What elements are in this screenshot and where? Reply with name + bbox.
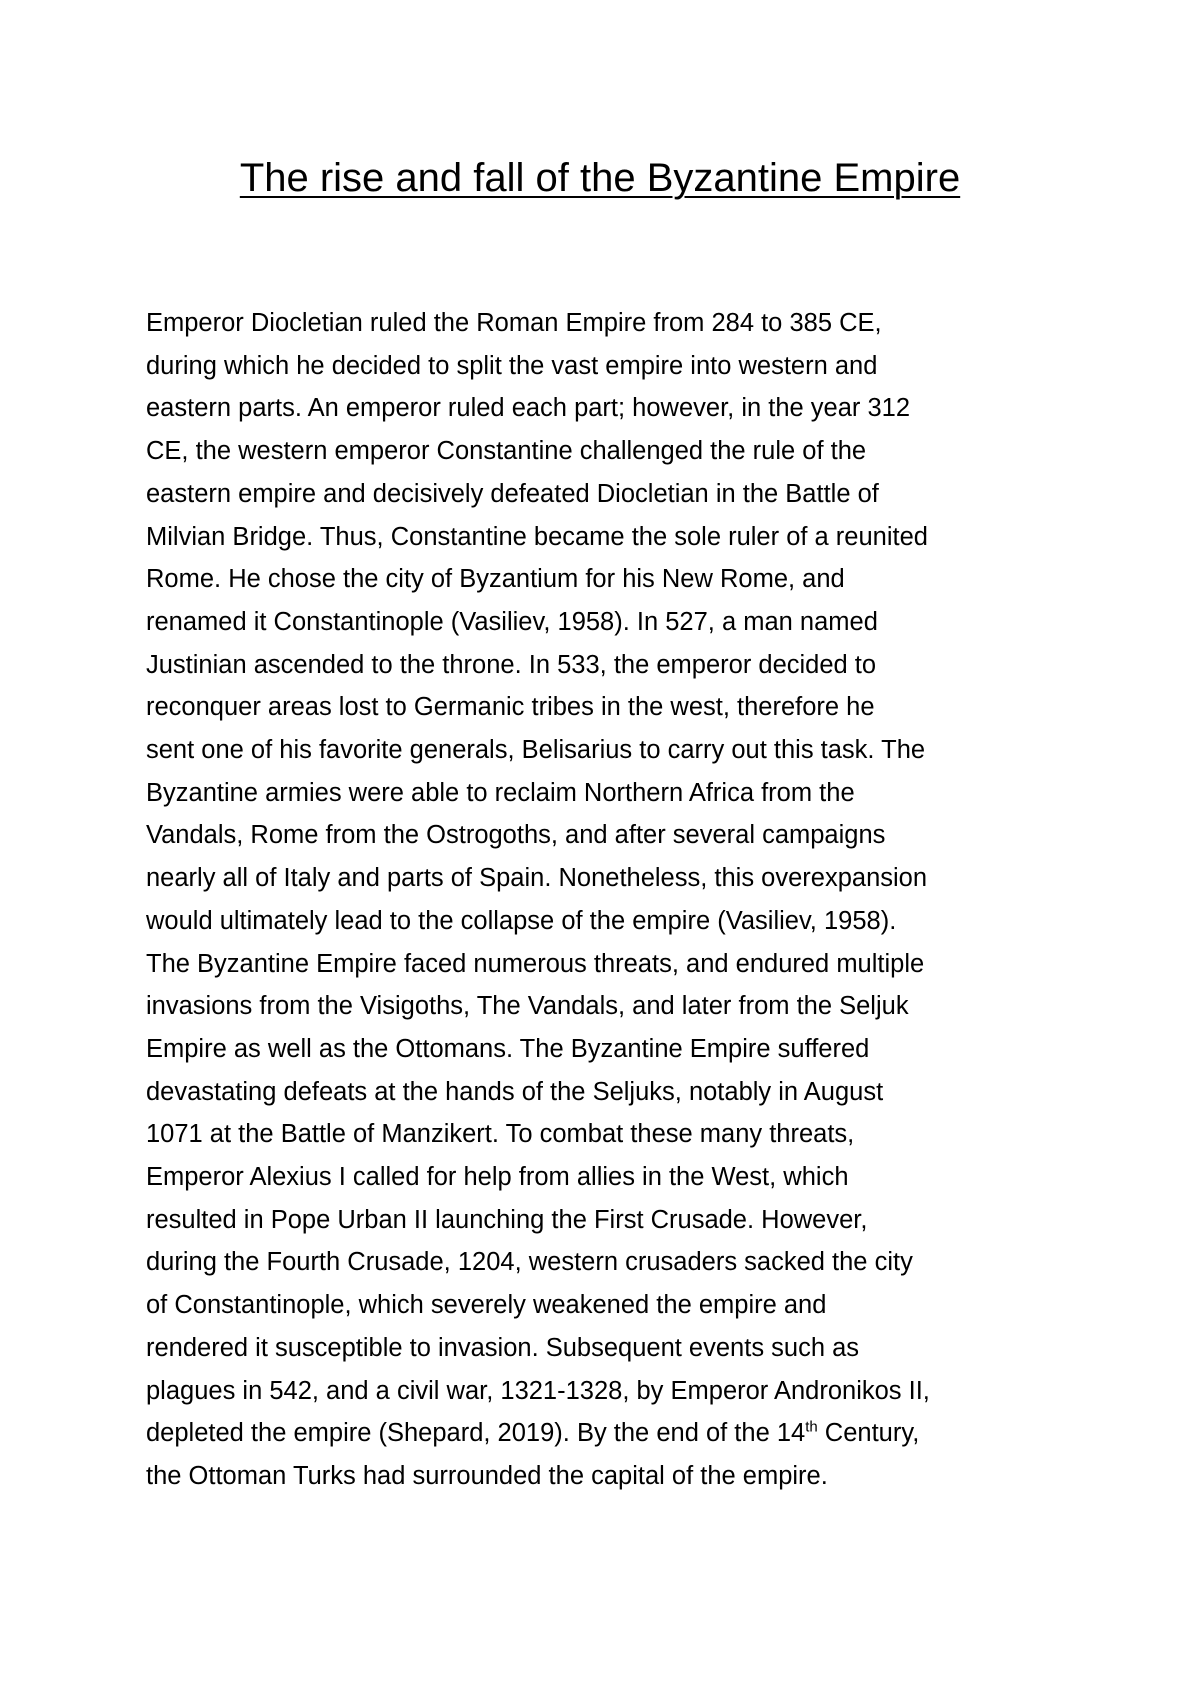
body-line: of Constantinople, which severely weakened the empire and <box>146 1291 827 1320</box>
body-line: Empire as well as the Ottomans. The Byzantine Empire suffered <box>146 1034 870 1063</box>
body-line: invasions from the Visigoths, The Vandals, and later from the Seljuk <box>146 992 909 1021</box>
ordinal-superscript: th <box>805 1418 818 1436</box>
body-line: Byzantine armies were able to reclaim Northern Africa from the <box>146 778 855 807</box>
body-line: during which he decided to split the vast empire into western and <box>146 351 878 380</box>
body-line: rendered it susceptible to invasion. Subsequent events such as <box>146 1333 860 1362</box>
document-body <box>146 302 1086 1498</box>
body-line: The Byzantine Empire faced numerous threats, and endured multiple <box>146 949 925 978</box>
body-line: eastern parts. An emperor ruled each part; however, in the year 312 <box>146 394 911 423</box>
body-line: plagues in 542, and a civil war, 1321-1328, by Emperor Andronikos II, <box>146 1376 930 1405</box>
body-line: nearly all of Italy and parts of Spain. Nonetheless, this overexpansion <box>146 864 928 893</box>
body-line: renamed it Constantinople (Vasiliev, 1958). In 527, a man named <box>146 607 878 636</box>
body-line: during the Fourth Crusade, 1204, western crusaders sacked the city <box>146 1248 913 1277</box>
body-line: devastating defeats at the hands of the Seljuks, notably in August <box>146 1077 884 1106</box>
document-title: The rise and fall of the Byzantine Empire <box>239 156 961 200</box>
body-line: eastern empire and decisively defeated Diocletian in the Battle of <box>146 479 879 508</box>
body-line: resulted in Pope Urban II launching the First Crusade. However, <box>146 1205 868 1234</box>
body-line: sent one of his favorite generals, Belisarius to carry out this task. The <box>146 736 926 765</box>
body-line: Emperor Alexius I called for help from allies in the West, which <box>146 1163 849 1192</box>
line-text-after: Century, <box>817 1419 920 1448</box>
body-line: 1071 at the Battle of Manzikert. To combat these many threats, <box>146 1120 855 1149</box>
body-line: Vandals, Rome from the Ostrogoths, and after several campaigns <box>146 821 886 850</box>
body-line: Emperor Diocletian ruled the Roman Empire from 284 to 385 CE, <box>146 309 882 337</box>
body-line: would ultimately lead to the collapse of the empire (Vasiliev, 1958). <box>146 906 897 935</box>
body-line: CE, the western emperor Constantine challenged the rule of the <box>146 437 867 466</box>
line-text-before: depleted the empire (Shepard, 2019). By the end of the 14 <box>146 1419 806 1448</box>
body-line: Rome. He chose the city of Byzantium for his New Rome, and <box>146 565 845 594</box>
body-line-last: the Ottoman Turks had surrounded the capital of the empire. <box>146 1461 828 1490</box>
body-line: reconquer areas lost to Germanic tribes in the west, therefore he <box>146 693 875 722</box>
body-line-with-superscript <box>146 1412 1086 1455</box>
body-line: Milvian Bridge. Thus, Constantine became the sole ruler of a reunited <box>146 522 928 551</box>
body-line: Justinian ascended to the throne. In 533, the emperor decided to <box>146 650 877 679</box>
